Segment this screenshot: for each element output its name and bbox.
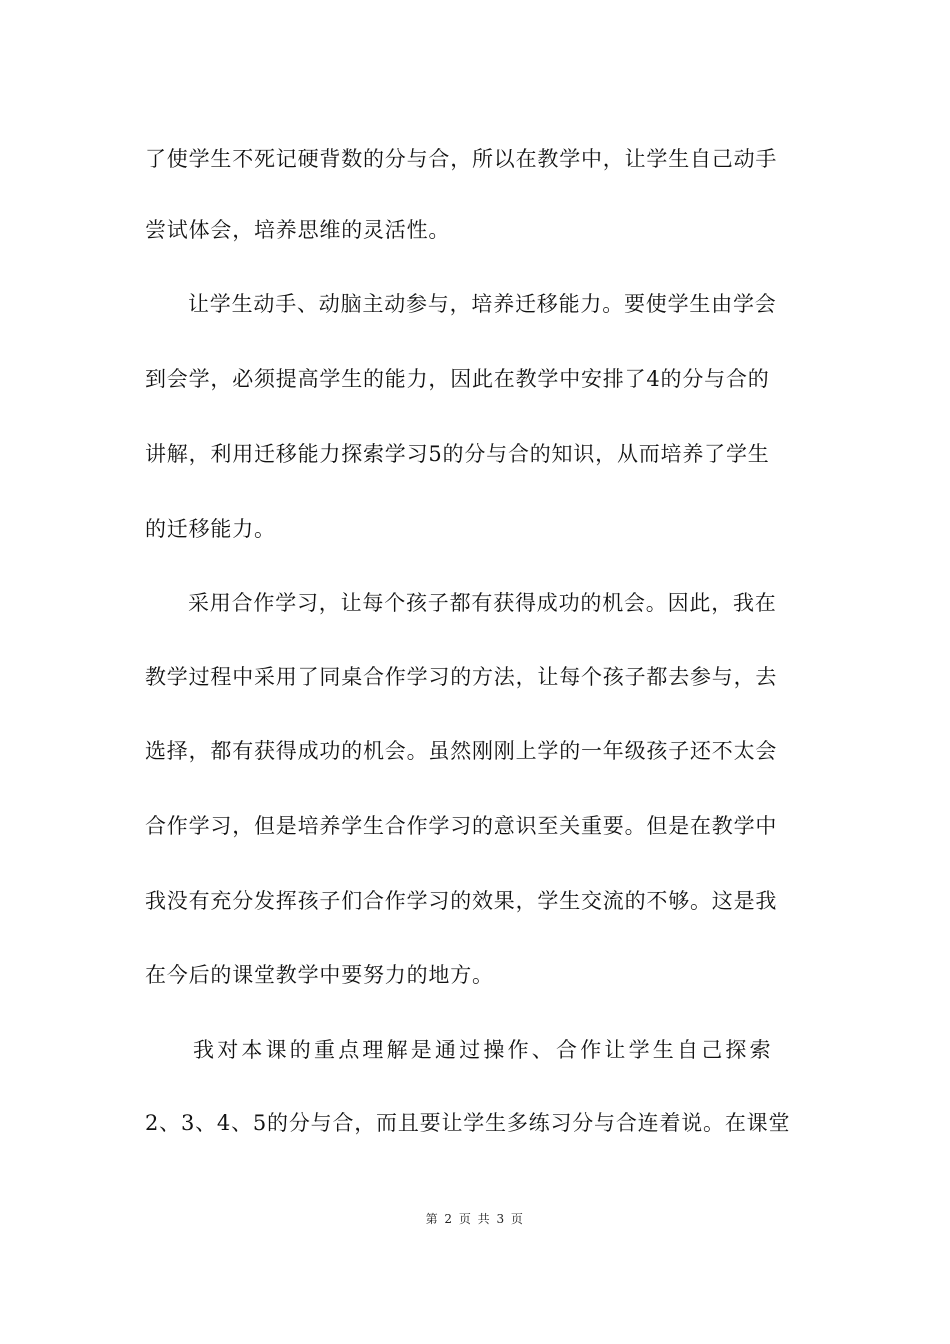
paragraph-line: 到会学，必须提高学生的能力，因此在教学中安排了4的分与合的	[145, 367, 770, 391]
paragraph-line: 的迁移能力。	[145, 517, 276, 541]
paragraph-line: 选择，都有获得成功的机会。虽然刚刚上学的一年级孩子还不太会	[145, 739, 778, 763]
paragraph-line: 我没有充分发挥孩子们合作学习的效果，学生交流的不够。这是我	[145, 889, 778, 913]
paragraph-line: 在今后的课堂教学中要努力的地方。	[145, 963, 494, 987]
paragraph-line: 采用合作学习，让每个孩子都有获得成功的机会。因此，我在	[188, 591, 777, 615]
paragraph-line: 尝试体会，培养思维的灵活性。	[145, 218, 451, 242]
paragraph-line: 让学生动手、动脑主动参与，培养迁移能力。要使学生由学会	[188, 292, 777, 316]
paragraph-line: 我对本课的重点理解是通过操作、合作让学生自己探索	[193, 1038, 774, 1062]
paragraph-line: 了使学生不死记硬背数的分与合，所以在教学中，让学生自己动手	[145, 147, 778, 171]
paragraph-line: 合作学习，但是培养学生合作学习的意识至关重要。但是在教学中	[145, 814, 778, 838]
paragraph-line: 讲解，利用迁移能力探索学习5的分与合的知识，从而培养了学生	[145, 442, 770, 466]
paragraph-line: 2、3、4、5的分与合，而且要让学生多练习分与合连着说。在课堂	[145, 1111, 791, 1135]
page-number-footer: 第 2 页 共 3 页	[425, 1212, 525, 1226]
paragraph-line: 教学过程中采用了同桌合作学习的方法，让每个孩子都去参与，去	[145, 665, 778, 689]
